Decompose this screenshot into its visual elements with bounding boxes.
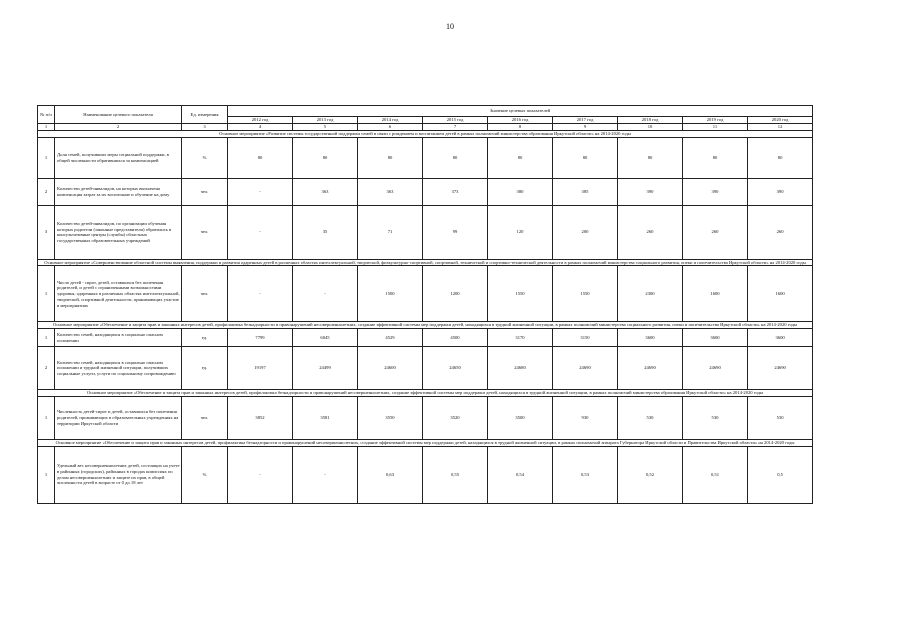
- value-cell: 380: [488, 178, 553, 205]
- value-cell: 1200: [423, 266, 488, 322]
- value-cell: 4529: [358, 329, 423, 347]
- row-number: 1: [38, 266, 55, 322]
- table-row: [38, 178, 813, 205]
- value-cell: 3150: [553, 329, 618, 347]
- section-row: [38, 322, 813, 329]
- table-row: [38, 347, 813, 390]
- table-row: [38, 137, 813, 178]
- column-number: 9: [553, 124, 618, 131]
- value-cell: 363: [358, 178, 423, 205]
- column-number: 6: [358, 124, 423, 131]
- unit-cell: %: [182, 446, 228, 503]
- value-cell: 24600: [358, 347, 423, 390]
- table-row: [38, 329, 813, 347]
- value-cell: 99: [423, 205, 488, 259]
- value-cell: 3520: [423, 396, 488, 439]
- value-cell: 1550: [488, 266, 553, 322]
- header-year: 2019 год: [683, 117, 748, 124]
- value-cell: 385: [553, 178, 618, 205]
- value-cell: 1600: [683, 266, 748, 322]
- value-cell: 3600: [683, 329, 748, 347]
- section-title: Основное мероприятие «Обеспечение и защита прав и законных интересов детей, профилактика безнадзорности и правонарушений несовершеннолетних, создание эффективной системы мер поддержки детей, находящихся в трудной жизненной ситуации, в рамках полномочий аппарата Губернатора Иркутской области и Правительства Иркутской области» на 2014-2020 годы: [38, 439, 813, 446]
- indicator-name: Удельный вес несовершеннолетних детей, состоящих на учете в районных (городских), районных в городах комиссиях по делам несовершеннолетних и защите их прав, в общей численности детей в возрасте от 0 до 18 лет: [55, 446, 182, 503]
- indicator-name: Количество детей-инвалидов, на которых выплачена компенсация затрат за их воспитание и обучение на дому: [55, 178, 182, 205]
- value-cell: -: [293, 446, 358, 503]
- row-number: 1: [38, 446, 55, 503]
- value-cell: 6045: [293, 329, 358, 347]
- header-year: 2016 год: [488, 117, 553, 124]
- value-cell: 0,53: [553, 446, 618, 503]
- unit-cell: чел.: [182, 396, 228, 439]
- header-year: 2012 год: [228, 117, 293, 124]
- value-cell: 2300: [618, 266, 683, 322]
- header-year: 2020 год: [748, 117, 813, 124]
- section-row: [38, 131, 813, 138]
- indicator-name: Численность детей-сирот и детей, оставшихся без попечения родителей, проживающих в образовательных учреждениях на территории Иркутской области: [55, 396, 182, 439]
- value-cell: 3600: [618, 329, 683, 347]
- value-cell: 120: [488, 205, 553, 259]
- header-year: 2018 год: [618, 117, 683, 124]
- value-cell: -: [228, 446, 293, 503]
- value-cell: 200: [553, 205, 618, 259]
- row-number: 2: [38, 347, 55, 390]
- header-year: 2013 год: [293, 117, 358, 124]
- column-number: 11: [683, 124, 748, 131]
- column-number: 8: [488, 124, 553, 131]
- row-number: 3: [38, 205, 55, 259]
- header-name: Наименование целевого показателя: [55, 106, 182, 124]
- value-cell: 3500: [488, 396, 553, 439]
- value-cell: 1550: [553, 266, 618, 322]
- value-cell: 7799: [228, 329, 293, 347]
- indicator-name: Количество детей-инвалидов, по организации обучения которых родители (законные представители) обратились в консультативные центры (службы) областных государственных образовательных учреждений: [55, 205, 182, 259]
- indicator-name: Количество семей, находящихся в социально опасном положении и трудной жизненной ситуации, получивших социальные услуги, услуги по социальному сопровождению: [55, 347, 182, 390]
- section-title: Основное мероприятие «Развитие системы государственной поддержки семей в связи с рождением и воспитанием детей в рамках полномочий министерства образования Иркутской области» на 2014-2020 годы: [38, 131, 813, 138]
- value-cell: 260: [618, 205, 683, 259]
- unit-cell: чел.: [182, 205, 228, 259]
- value-cell: 363: [293, 178, 358, 205]
- row-number: 1: [38, 329, 55, 347]
- value-cell: 0,63: [358, 446, 423, 503]
- header-values-title: Значение целевых показателей: [228, 106, 813, 117]
- section-row: [38, 390, 813, 397]
- value-cell: 390: [748, 178, 813, 205]
- value-cell: 80: [293, 137, 358, 178]
- target-indicators-table: [37, 105, 813, 504]
- indicator-name: Количество семей, находящихся в социально опасном положении: [55, 329, 182, 347]
- table-row: [38, 396, 813, 439]
- indicator-name: Доля семей, получивших меры социальной поддержки, в общей численности обратившихся за компенсацией: [55, 137, 182, 178]
- value-cell: -: [228, 178, 293, 205]
- column-number: 4: [228, 124, 293, 131]
- value-cell: 1500: [358, 266, 423, 322]
- value-cell: 0,55: [423, 446, 488, 503]
- value-cell: 0,5: [748, 446, 813, 503]
- table-row: [38, 266, 813, 322]
- value-cell: 24650: [423, 347, 488, 390]
- unit-cell: ед.: [182, 329, 228, 347]
- value-cell: 1600: [748, 266, 813, 322]
- value-cell: 530: [618, 396, 683, 439]
- unit-cell: ед.: [182, 347, 228, 390]
- unit-cell: чел.: [182, 178, 228, 205]
- page-number: 10: [446, 22, 454, 31]
- indicator-name: Число детей - сирот, детей, оставшихся без попечения родителей, и детей с ограниченными возможностями здоровья, одаренных в различных областях интеллектуальной, творческой, спортивной деятельности, принимающих участие в мероприятиях: [55, 266, 182, 322]
- value-cell: 19197: [228, 347, 293, 390]
- value-cell: 80: [423, 137, 488, 178]
- value-cell: 35: [293, 205, 358, 259]
- value-cell: 3852: [228, 396, 293, 439]
- unit-cell: чел.: [182, 266, 228, 322]
- value-cell: 3550: [358, 396, 423, 439]
- section-title: Основное мероприятие «Совершенствование областной системы выявления, поддержки и развития одаренных детей в различных областях интеллектуальной, творческой, физкультурно-спортивной, спортивной, технической и спортивно-технической деятельности в рамках полномочий министерства социального развития, опеки и попечительства Иркутской области» на 2014-2020 годы: [38, 259, 813, 266]
- value-cell: 80: [683, 137, 748, 178]
- header-year: 2015 год: [423, 117, 488, 124]
- value-cell: 80: [358, 137, 423, 178]
- row-number: 1: [38, 396, 55, 439]
- value-cell: 260: [748, 205, 813, 259]
- value-cell: 71: [358, 205, 423, 259]
- table-row: [38, 446, 813, 503]
- section-title: Основное мероприятие «Обеспечение и защита прав и законных интересов детей, профилактика безнадзорности и правонарушений несовершеннолетних, создание эффективной системы мер поддержки детей, находящихся в трудной жизненной ситуации, в рамках полномочий министерства образования Иркутской области» на 2014-2020 годы: [38, 390, 813, 397]
- value-cell: 530: [683, 396, 748, 439]
- header-num: № п/п: [38, 106, 55, 124]
- value-cell: 80: [488, 137, 553, 178]
- column-number: 3: [182, 124, 228, 131]
- value-cell: 390: [683, 178, 748, 205]
- column-number: 1: [38, 124, 55, 131]
- section-row: [38, 439, 813, 446]
- header-year: 2017 год: [553, 117, 618, 124]
- value-cell: 80: [618, 137, 683, 178]
- value-cell: 530: [748, 396, 813, 439]
- row-number: 1: [38, 137, 55, 178]
- value-cell: -: [293, 266, 358, 322]
- value-cell: -: [228, 205, 293, 259]
- value-cell: 4500: [423, 329, 488, 347]
- value-cell: 24690: [553, 347, 618, 390]
- row-number: 2: [38, 178, 55, 205]
- column-number: 7: [423, 124, 488, 131]
- value-cell: 3170: [488, 329, 553, 347]
- value-cell: 24680: [488, 347, 553, 390]
- table-row: [38, 205, 813, 259]
- header-unit: Ед. измерения: [182, 106, 228, 124]
- column-number: 10: [618, 124, 683, 131]
- value-cell: 3581: [293, 396, 358, 439]
- header-year: 2014 год: [358, 117, 423, 124]
- value-cell: 80: [748, 137, 813, 178]
- column-number: 5: [293, 124, 358, 131]
- value-cell: 3600: [748, 329, 813, 347]
- column-number: 2: [55, 124, 182, 131]
- column-number: 12: [748, 124, 813, 131]
- section-row: [38, 259, 813, 266]
- value-cell: 80: [228, 137, 293, 178]
- value-cell: 0,54: [488, 446, 553, 503]
- value-cell: 80: [553, 137, 618, 178]
- value-cell: -: [228, 266, 293, 322]
- value-cell: 24690: [748, 347, 813, 390]
- value-cell: 0,52: [618, 446, 683, 503]
- value-cell: 24690: [683, 347, 748, 390]
- unit-cell: %: [182, 137, 228, 178]
- value-cell: 24499: [293, 347, 358, 390]
- value-cell: 390: [618, 178, 683, 205]
- value-cell: 930: [553, 396, 618, 439]
- value-cell: 260: [683, 205, 748, 259]
- value-cell: 24690: [618, 347, 683, 390]
- section-title: Основное мероприятие «Обеспечение и защита прав и законных интересов детей, профилактика безнадзорности и правонарушений несовершеннолетних, создание эффективной системы мер поддержки детей, находящихся в трудной жизненной ситуации, в рамках полномочий министерства социального развития, опеки и попечительства Иркутской области» на 2014-2020 годы: [38, 322, 813, 329]
- value-cell: 373: [423, 178, 488, 205]
- value-cell: 0,51: [683, 446, 748, 503]
